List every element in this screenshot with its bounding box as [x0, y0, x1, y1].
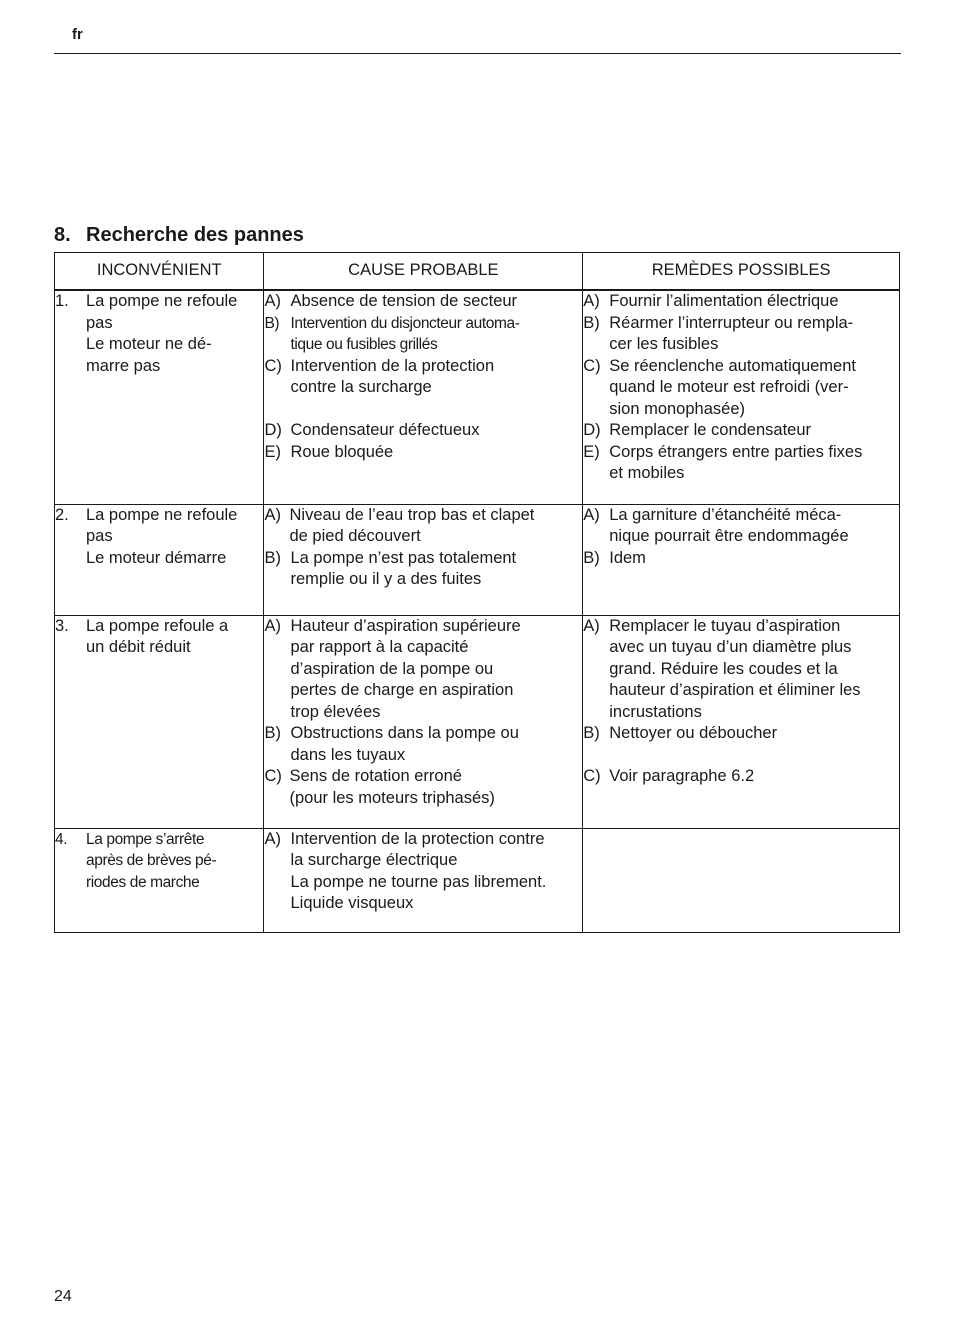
problem-text: La pompe s’arrête après de brèves pé- riodes de marche — [86, 830, 217, 891]
problem-cell — [55, 828, 264, 932]
list-item: E) Roue bloquée — [264, 442, 394, 461]
list-item: D) Remplacer le condensateur — [583, 421, 812, 439]
table-row — [55, 290, 900, 504]
row-number: 2. — [55, 505, 69, 524]
table-row — [55, 504, 900, 615]
section-title — [54, 224, 304, 247]
remedy-cell — [583, 828, 900, 932]
list-item: B) Nettoyer ou déboucher — [583, 724, 778, 742]
list-item: A) Absence de tension de secteur — [264, 292, 518, 310]
column-header-problem: INCONVÉNIENT — [55, 253, 264, 291]
table-row — [55, 615, 900, 828]
remedy-cell — [583, 504, 900, 615]
problem-cell — [55, 615, 264, 828]
list-item: E) Corps étrangers entre parties fixes et mobiles — [583, 442, 863, 482]
row-number: 1. — [55, 292, 69, 310]
list-item: A) Niveau de l’eau trop bas et clapet de pied découvert — [264, 505, 535, 545]
list-item: A) Hauteur d’aspiration supérieure par rapport à la capacité d’aspiration de la pompe ou pertes de charge en aspiration trop élevées — [264, 616, 521, 721]
list-item: A) Intervention de la protection contre la surcharge électrique La pompe ne tourne pas librement. Liquide visqueux — [264, 829, 547, 912]
list-item: B) Obstructions dans la pompe ou dans les tuyaux — [264, 724, 519, 764]
header-rule — [54, 53, 901, 54]
row-number: 3. — [55, 616, 69, 635]
list-item: B) Intervention du disjoncteur automa- tique ou fusibles grillés — [264, 314, 520, 353]
row-number: 4. — [55, 830, 68, 848]
list-item: A) Fournir l’alimentation électrique — [583, 292, 839, 310]
list-item: B) Réarmer l’interrupteur ou rempla- cer les fusibles — [583, 313, 854, 353]
cause-cell — [264, 828, 583, 932]
cause-cell — [264, 615, 583, 828]
list-item: A) La garniture d’étanchéité méca- nique pourrait être endommagée — [583, 505, 849, 545]
problem-text: La pompe ne refoule pas Le moteur ne dé- marre pas — [86, 292, 238, 375]
table-header-row — [55, 253, 900, 291]
list-item: C) Voir paragraphe 6.2 — [583, 767, 755, 785]
cause-cell — [264, 290, 583, 504]
remedy-cell — [583, 615, 900, 828]
page-number: 24 — [54, 1288, 72, 1305]
list-item: C) Sens de rotation erroné (pour les moteurs triphasés) — [264, 767, 495, 807]
column-header-cause: CAUSE PROBABLE — [264, 253, 583, 291]
table-row — [55, 828, 900, 932]
problem-text: La pompe ne refoule pas Le moteur démarre — [86, 505, 238, 567]
remedy-cell — [583, 290, 900, 504]
list-item: C) Se réenclenche automatiquement quand le moteur est refroidi (ver- sion monophasée) — [583, 356, 856, 418]
list-item: C) Intervention de la protection contre la surcharge — [264, 356, 495, 396]
language-code: fr — [72, 26, 83, 43]
list-item: D) Condensateur défectueux — [264, 421, 480, 439]
section-title-text: Recherche des pannes — [86, 224, 304, 246]
problem-cell — [55, 504, 264, 615]
list-item: B) Idem — [583, 548, 646, 567]
troubleshooting-table — [54, 252, 900, 933]
list-item: A) Remplacer le tuyau d’aspiration avec un tuyau d’un diamètre plus grand. Réduire les coudes et la hauteur d’aspiration et éliminer les incrustations — [583, 616, 861, 721]
column-header-remedy: REMÈDES POSSIBLES — [583, 253, 900, 291]
section-number: 8. — [54, 224, 71, 246]
list-item: B) La pompe n’est pas totalement remplie ou il y a des fuites — [264, 548, 517, 588]
cause-cell — [264, 504, 583, 615]
problem-text: La pompe refoule a un débit réduit — [86, 616, 229, 656]
problem-cell — [55, 290, 264, 504]
